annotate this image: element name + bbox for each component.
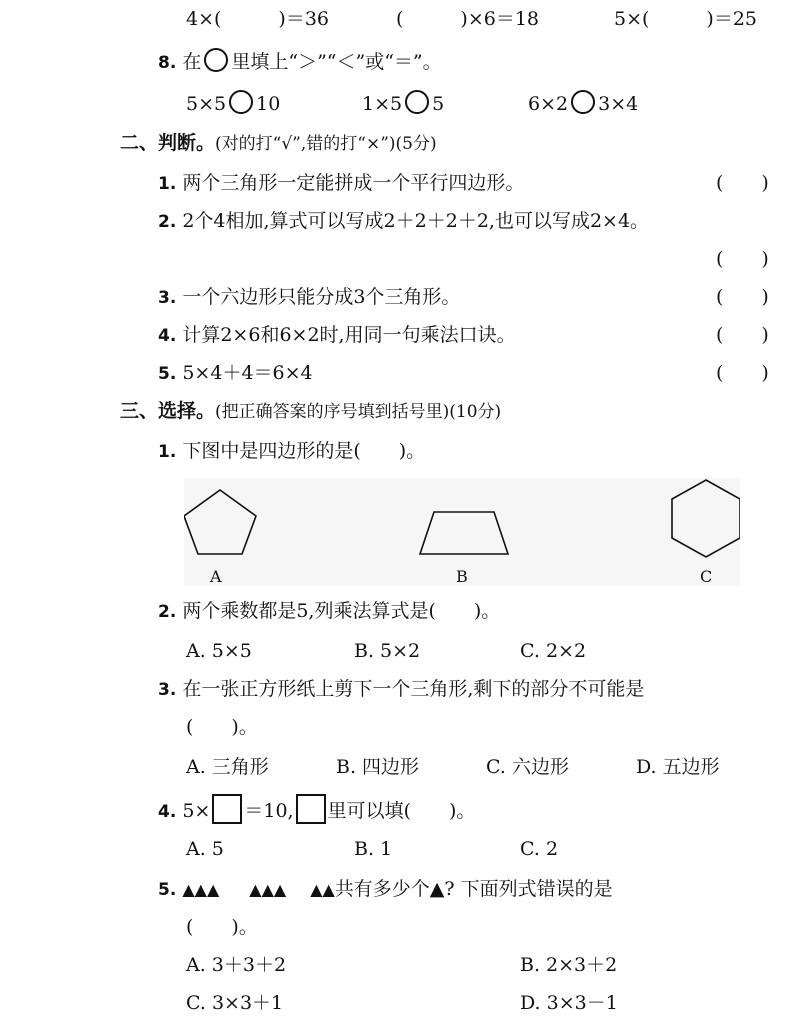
choice-q4-text-a: 5× <box>182 800 211 822</box>
compare-a-circle[interactable] <box>229 90 253 114</box>
hexagon-shape <box>672 480 740 557</box>
compare-c-circle[interactable] <box>571 90 595 114</box>
choice-q1-text: 下图中是四边形的是( )。 <box>182 440 426 462</box>
choice-q5-number: 5. <box>158 880 177 900</box>
compare-b-circle[interactable] <box>405 90 429 114</box>
compare-b <box>362 90 444 117</box>
judge-item-3-number: 3. <box>158 288 177 308</box>
choice-q2-option-a[interactable]: A. 5×5 <box>186 640 252 662</box>
compare-a <box>186 90 280 117</box>
judge-item-2-number: 2. <box>158 212 177 232</box>
fill-blank-6: ( )×6＝18 <box>396 8 540 30</box>
pentagon-shape <box>184 490 256 554</box>
choice-q4-option-a[interactable]: A. 5 <box>186 838 224 860</box>
judge-item-4-text: 计算2×6和6×2时,用同一句乘法口诀。 <box>182 324 516 346</box>
choice-q3-text: 在一张正方形纸上剪下一个三角形,剩下的部分不可能是 <box>182 678 645 700</box>
shape-label-a: A <box>210 567 222 586</box>
section2-note: (对的打“√”,错的打“×”)(5分) <box>215 134 437 154</box>
choice-q2-number: 2. <box>158 602 177 622</box>
q8-text-before: 在 <box>182 51 202 73</box>
judge-item-5 <box>158 360 313 387</box>
shape-label-b: B <box>456 567 468 586</box>
judge-item-1 <box>158 170 524 197</box>
choice-q5-text2: ( )。 <box>186 916 258 938</box>
fill-blank-5: 5×( )＝25 <box>614 8 758 30</box>
choice-q5-option-a[interactable]: A. 3＋3＋2 <box>186 954 287 976</box>
choice-q1-number: 1. <box>158 442 177 462</box>
triangle-group-3-icon: ▲▲ <box>310 880 335 899</box>
choice-q4 <box>158 794 475 825</box>
compare-c-right: 3×4 <box>598 93 639 115</box>
compare-c-left: 6×2 <box>528 93 569 115</box>
choice-q3-number: 3. <box>158 680 177 700</box>
square-blank-icon <box>296 794 326 824</box>
q8-number: 8. <box>158 53 177 73</box>
square-blank-icon <box>212 794 242 824</box>
section3-note: (把正确答案的序号填到括号里)(10分) <box>215 402 502 422</box>
q8-stem <box>158 48 442 76</box>
section2-title: 二、判断。 <box>120 132 216 154</box>
choice-q3-option-a[interactable]: A. 三角形 <box>186 756 269 778</box>
compare-c <box>528 90 638 117</box>
choice-q4-text-b: ＝10, <box>244 800 294 822</box>
choice-q4-option-c[interactable]: C. 2 <box>520 838 559 860</box>
circle-blank-icon <box>204 48 228 72</box>
choice-q2 <box>158 598 500 625</box>
choice-q3-option-c[interactable]: C. 六边形 <box>486 756 569 778</box>
choice-q4-option-b[interactable]: B. 1 <box>354 838 393 860</box>
choice-q4-number: 4. <box>158 802 177 822</box>
choice-q5-option-d[interactable]: D. 3×3－1 <box>520 992 618 1014</box>
compare-b-right: 5 <box>432 93 445 115</box>
judge-item-2-text: 2个4相加,算式可以写成2＋2＋2＋2,也可以写成2×4。 <box>182 210 650 232</box>
choice-q5 <box>158 876 613 903</box>
choice-q3-option-d[interactable]: D. 五边形 <box>636 756 720 778</box>
shapes-figure <box>184 478 740 586</box>
judge-answer-2[interactable]: ( ) <box>716 248 769 270</box>
judge-item-3-text: 一个六边形只能分成3个三角形。 <box>182 286 461 308</box>
choice-q4-text-c: 里可以填( )。 <box>327 800 476 822</box>
choice-q1 <box>158 438 425 465</box>
judge-answer-1[interactable]: ( ) <box>716 172 769 194</box>
choice-q5-text: 共有多少个▲? 下面列式错误的是 <box>334 878 613 900</box>
judge-answer-3[interactable]: ( ) <box>716 286 769 308</box>
shape-label-c: C <box>700 567 713 586</box>
triangle-group-2-icon: ▲▲▲ <box>249 880 287 899</box>
choice-q5-option-b[interactable]: B. 2×3＋2 <box>520 954 618 976</box>
compare-a-left: 5×5 <box>186 93 227 115</box>
choice-q2-option-c[interactable]: C. 2×2 <box>520 640 587 662</box>
choice-q3-text2: ( )。 <box>186 716 258 738</box>
q8-text-after: 里填上“＞”“＜”或“＝”。 <box>231 51 442 73</box>
triangle-group-1-icon: ▲▲▲ <box>182 880 220 899</box>
section3-title: 三、选择。 <box>120 400 216 422</box>
judge-item-1-number: 1. <box>158 174 177 194</box>
choice-q3 <box>158 676 644 703</box>
choice-q2-option-b[interactable]: B. 5×2 <box>354 640 421 662</box>
fill-blank-4: 4×( )＝36 <box>186 8 330 30</box>
judge-item-5-number: 5. <box>158 364 177 384</box>
judge-item-4-number: 4. <box>158 326 177 346</box>
judge-item-2 <box>158 208 649 235</box>
section2-heading <box>120 130 437 157</box>
compare-a-right: 10 <box>256 93 281 115</box>
compare-b-left: 1×5 <box>362 93 403 115</box>
judge-answer-5[interactable]: ( ) <box>716 362 769 384</box>
judge-item-3 <box>158 284 460 311</box>
choice-q2-text: 两个乘数都是5,列乘法算式是( )。 <box>182 600 501 622</box>
section3-heading <box>120 398 501 425</box>
judge-item-1-text: 两个三角形一定能拼成一个平行四边形。 <box>182 172 525 194</box>
choice-q5-option-c[interactable]: C. 3×3＋1 <box>186 992 284 1014</box>
judge-answer-4[interactable]: ( ) <box>716 324 769 346</box>
choice-q3-option-b[interactable]: B. 四边形 <box>336 756 420 778</box>
judge-item-5-text: 5×4＋4＝6×4 <box>182 362 313 384</box>
trapezoid-shape <box>420 512 508 554</box>
judge-item-4 <box>158 322 516 349</box>
